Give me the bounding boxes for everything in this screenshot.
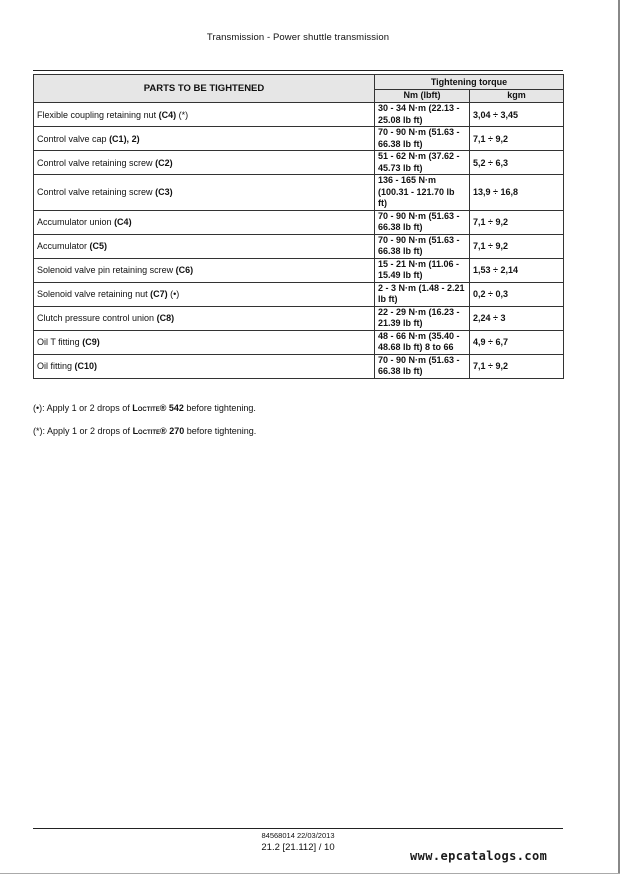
part-ref: (C4)	[114, 217, 132, 227]
part-name: Accumulator	[37, 241, 88, 251]
column-header-tightening-torque: Tightening torque	[375, 75, 564, 90]
part-name: Solenoid valve retaining nut	[37, 289, 148, 299]
note-text: (•): Apply 1 or 2 drops of	[33, 403, 133, 413]
nm-cell: 48 - 66 N·m (35.40 - 48.68 lb ft) 8 to 66	[375, 330, 470, 354]
part-name: Control valve retaining screw	[37, 157, 153, 168]
part-ref: (C5)	[89, 241, 108, 251]
kgm-cell: 7,1 ÷ 9,2	[470, 127, 564, 151]
nm-cell: 22 - 29 N·m (16.23 - 21.39 lb ft)	[375, 306, 470, 330]
table-row	[34, 306, 564, 330]
part-note-mark: (*)	[176, 109, 189, 120]
part-note-mark: (•)	[167, 289, 180, 299]
nm-cell: 51 - 62 N·m (37.62 - 45.73 lb ft)	[375, 151, 470, 175]
table-row	[34, 175, 564, 211]
page-header-title: Transmission - Power shuttle transmission	[206, 32, 390, 43]
part-cell	[34, 210, 375, 234]
table-row	[34, 354, 564, 378]
part-name: Oil fitting	[37, 361, 73, 371]
kgm-cell: 7,1 ÷ 9,2	[470, 234, 564, 258]
part-cell	[34, 282, 375, 306]
table-row	[34, 258, 564, 282]
header-rule	[33, 70, 563, 71]
nm-cell: 2 - 3 N·m (1.48 - 2.21 lb ft)	[375, 282, 470, 306]
part-name: Flexible coupling retaining nut	[37, 109, 157, 120]
part-ref: (C7)	[150, 289, 168, 299]
nm-cell: 70 - 90 N·m (51.63 - 66.38 lb ft)	[375, 127, 470, 151]
note-loctite-270	[33, 426, 256, 436]
product-name: Loctite® 542	[132, 403, 184, 413]
part-cell	[34, 127, 375, 151]
footer-rule	[33, 828, 563, 829]
part-name: Control valve cap	[37, 133, 107, 144]
part-cell	[34, 151, 375, 175]
part-ref: (C6)	[175, 265, 194, 275]
note-text: (*): Apply 1 or 2 drops of	[33, 426, 133, 436]
part-ref: (C1), 2)	[109, 133, 140, 144]
table-row	[34, 282, 564, 306]
kgm-cell: 5,2 ÷ 6,3	[470, 151, 564, 175]
part-ref: (C10)	[74, 361, 98, 371]
part-cell	[34, 330, 375, 354]
part-name: Solenoid valve pin retaining screw	[37, 265, 174, 275]
table-row	[34, 210, 564, 234]
kgm-cell: 4,9 ÷ 6,7	[470, 330, 564, 354]
kgm-cell: 7,1 ÷ 9,2	[470, 354, 564, 378]
nm-cell: 70 - 90 N·m (51.63 - 66.38 lb ft)	[375, 354, 470, 378]
note-text: before tightening.	[184, 426, 257, 436]
part-ref: (C4)	[158, 109, 177, 120]
part-ref: (C2)	[155, 157, 173, 168]
part-cell	[34, 175, 375, 211]
watermark-url: www.epcatalogs.com	[410, 849, 548, 863]
kgm-cell: 7,1 ÷ 9,2	[470, 210, 564, 234]
table-row	[34, 330, 564, 354]
part-ref: (C9)	[82, 337, 100, 347]
document-code: 84568014 22/03/2013	[261, 831, 335, 840]
column-header-parts: PARTS TO BE TIGHTENED	[34, 75, 375, 103]
column-header-kgm: kgm	[470, 89, 564, 102]
part-cell	[34, 234, 375, 258]
part-cell	[34, 103, 375, 127]
nm-cell: 136 - 165 N·m (100.31 - 121.70 lb ft)	[375, 175, 470, 211]
kgm-cell: 1,53 ÷ 2,14	[470, 258, 564, 282]
table-row	[34, 127, 564, 151]
part-cell	[34, 354, 375, 378]
torque-table	[33, 74, 564, 379]
kgm-cell: 13,9 ÷ 16,8	[470, 175, 564, 211]
table-row	[34, 103, 564, 127]
note-loctite-542	[33, 403, 256, 413]
table-row	[34, 234, 564, 258]
part-cell	[34, 258, 375, 282]
nm-cell: 70 - 90 N·m (51.63 - 66.38 lb ft)	[375, 234, 470, 258]
product-name: Loctite® 270	[132, 426, 185, 436]
part-ref: (C3)	[155, 187, 173, 198]
nm-cell: 70 - 90 N·m (51.63 - 66.38 lb ft)	[375, 210, 470, 234]
part-name: Oil T fitting	[37, 337, 80, 347]
part-name: Clutch pressure control union	[37, 313, 155, 323]
part-name: Control valve retaining screw	[37, 187, 153, 198]
column-header-nm: Nm (lbft)	[375, 89, 470, 102]
note-text: before tightening.	[183, 403, 256, 413]
nm-cell: 15 - 21 N·m (11.06 - 15.49 lb ft)	[375, 258, 470, 282]
kgm-cell: 3,04 ÷ 3,45	[470, 103, 564, 127]
part-name: Accumulator union	[37, 217, 112, 227]
kgm-cell: 0,2 ÷ 0,3	[470, 282, 564, 306]
part-cell	[34, 306, 375, 330]
kgm-cell: 2,24 ÷ 3	[470, 306, 564, 330]
page-reference: 21.2 [21.112] / 10	[261, 842, 335, 853]
part-ref: (C8)	[156, 313, 175, 323]
table-row	[34, 151, 564, 175]
nm-cell: 30 - 34 N·m (22.13 - 25.08 lb ft)	[375, 103, 470, 127]
